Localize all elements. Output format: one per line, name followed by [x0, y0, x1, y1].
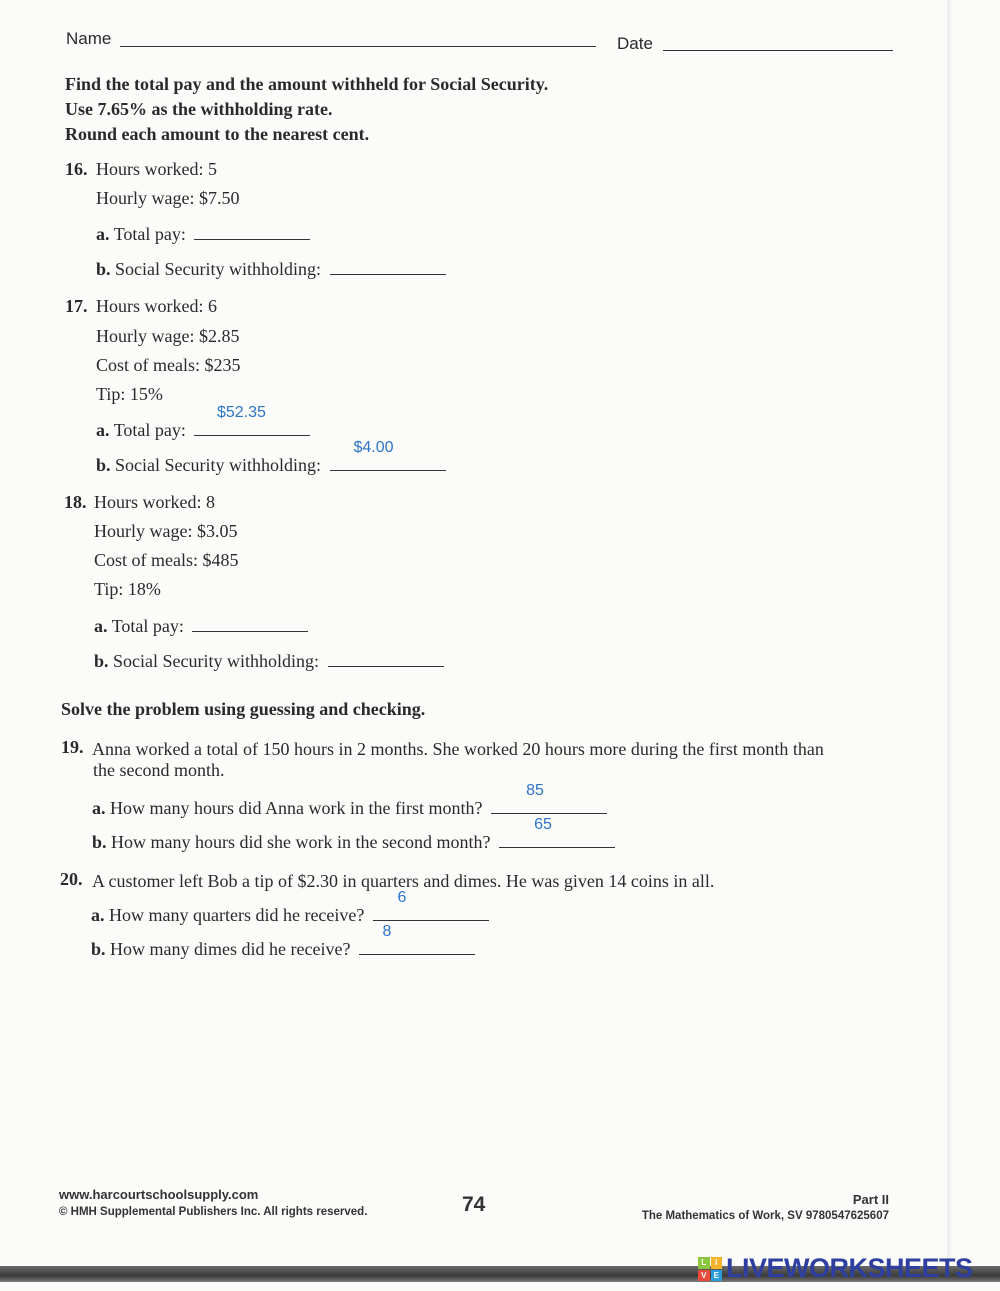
- problem-17-b: [96, 439, 446, 475]
- footer-book-title: The Mathematics of Work, SV 9780547625607: [641, 1210, 889, 1222]
- instruction-line-2: Use 7.65% as the withholding rate.: [65, 99, 333, 119]
- name-label: Name: [66, 29, 112, 48]
- problem-17-total-pay-input[interactable]: [194, 404, 310, 436]
- part-b-label: b.: [92, 832, 107, 852]
- problem-20-quarters-input[interactable]: [373, 889, 489, 921]
- footer-website: www.harcourtschoolsupply.com: [59, 1187, 259, 1202]
- problem-20-b: [91, 923, 475, 959]
- problem-19-b: [92, 816, 615, 852]
- problem-18-number: 18.: [64, 492, 87, 512]
- part-a-label: a.: [94, 616, 108, 636]
- liveworksheets-brand: LIVEWORKSHEETS: [726, 1253, 973, 1283]
- total-pay-label: Total pay:: [113, 224, 186, 244]
- scan-edge: [947, 0, 952, 1260]
- answer-value: $4.00: [353, 439, 394, 456]
- problem-17-tip: Tip: 15%: [96, 384, 163, 404]
- date-label: Date: [617, 34, 653, 53]
- part-a-label: a.: [96, 224, 110, 244]
- problem-18-tip: Tip: 18%: [94, 579, 161, 599]
- part-b-label: b.: [96, 455, 111, 475]
- total-pay-label: Total pay:: [113, 420, 186, 440]
- footer-part: Part II: [852, 1192, 889, 1207]
- instruction-line-1: Find the total pay and the amount withheld for Social Security.: [65, 74, 549, 94]
- instruction-line-3: Round each amount to the nearest cent.: [65, 124, 370, 144]
- answer-value: $52.35: [216, 404, 266, 421]
- problem-20-dimes-input[interactable]: [359, 923, 475, 955]
- part-a-label: a.: [96, 420, 110, 440]
- problem-20-a: [91, 889, 489, 925]
- problem-20-text-line-1: A customer left Bob a tip of $2.30 in quarters and dimes. He was given 14 coins in all.: [92, 871, 715, 891]
- problem-16-number: 16.: [65, 159, 88, 179]
- part-b-label: b.: [91, 939, 106, 959]
- problem-17-number: 17.: [65, 296, 88, 316]
- part-a-label: a.: [91, 905, 105, 925]
- ss-withholding-label: Social Security withholding:: [113, 651, 319, 671]
- problem-16-total-pay-input[interactable]: [194, 223, 310, 240]
- problem-18-a: [94, 615, 308, 635]
- problem-16-hours: Hours worked: 5: [96, 159, 217, 179]
- problem-16-withholding-input[interactable]: [330, 258, 446, 275]
- problem-19-number: 19.: [61, 737, 84, 757]
- problem-18-total-pay-input[interactable]: [192, 615, 308, 632]
- problem-16-a: [96, 223, 310, 243]
- first-month-question: How many hours did Anna work in the first month?: [110, 798, 483, 818]
- ss-withholding-label: Social Security withholding:: [115, 455, 321, 475]
- answer-value: 85: [526, 782, 544, 799]
- name-field[interactable]: [120, 46, 596, 47]
- section-2-heading: Solve the problem using guessing and checking.: [61, 699, 426, 719]
- problem-19-second-month-input[interactable]: [499, 816, 615, 848]
- problem-19-text-line-1: Anna worked a total of 150 hours in 2 months. She worked 20 hours more during the first month than: [92, 739, 824, 759]
- page-number: 74: [462, 1193, 486, 1216]
- problem-16-wage: Hourly wage: $7.50: [96, 188, 240, 208]
- problem-17-a: [96, 404, 310, 440]
- problem-19-first-month-input[interactable]: [491, 782, 607, 814]
- problem-18-wage: Hourly wage: $3.05: [94, 521, 238, 541]
- dimes-question: How many dimes did he receive?: [110, 939, 351, 959]
- footer-copyright: © HMH Supplemental Publishers Inc. All rights reserved.: [59, 1206, 368, 1218]
- problem-17-withholding-input[interactable]: [330, 439, 446, 471]
- answer-value: 8: [382, 923, 392, 940]
- problem-19-text-line-2: the second month.: [93, 760, 225, 780]
- ss-withholding-label: Social Security withholding:: [115, 259, 321, 279]
- problem-19-a: [92, 782, 607, 818]
- part-a-label: a.: [92, 798, 106, 818]
- problem-17-hours: Hours worked: 6: [96, 296, 217, 316]
- part-b-label: b.: [94, 651, 109, 671]
- problem-18-withholding-input[interactable]: [328, 650, 444, 667]
- problem-17-meals: Cost of meals: $235: [96, 355, 241, 375]
- part-b-label: b.: [96, 259, 111, 279]
- problem-16-b: [96, 258, 446, 278]
- second-month-question: How many hours did she work in the second month?: [111, 832, 491, 852]
- total-pay-label: Total pay:: [111, 616, 184, 636]
- problem-20-number: 20.: [60, 869, 83, 889]
- date-field[interactable]: [663, 50, 893, 51]
- liveworksheets-logo-icon: L I V E: [698, 1257, 722, 1281]
- answer-value: 65: [534, 816, 552, 833]
- problem-18-meals: Cost of meals: $485: [94, 550, 239, 570]
- answer-value: 6: [397, 889, 407, 906]
- problem-17-wage: Hourly wage: $2.85: [96, 326, 240, 346]
- problem-18-hours: Hours worked: 8: [94, 492, 215, 512]
- quarters-question: How many quarters did he receive?: [109, 905, 365, 925]
- problem-18-b: [94, 650, 444, 670]
